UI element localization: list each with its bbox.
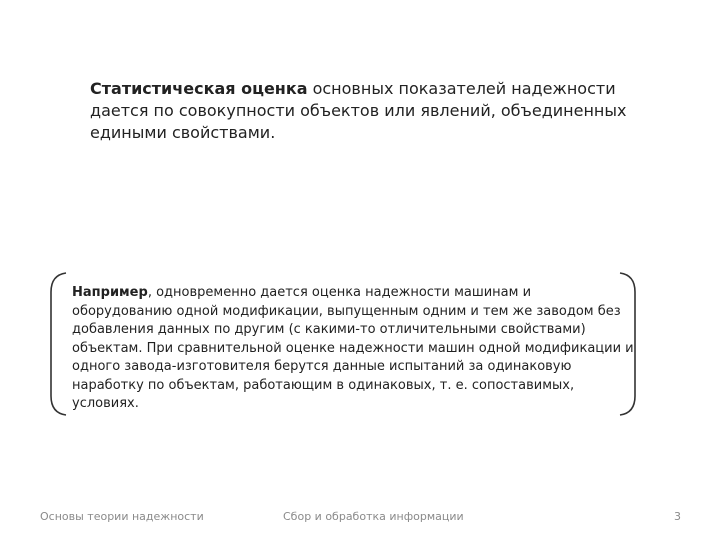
intro-text: основных показателей надежности дается по совокупности объектов или явлений, объединенных едиными свойствами. (90, 79, 627, 142)
left-bracket-icon (48, 272, 68, 416)
example-text: , одновременно дается оценка надежности машинам и оборудованию одной модификации, выпущенным одним и тем же заводом без добавления данных по другим (с какими-то отличительными свойствами) объектам. При сравнительной оценке надежности машин одной модификации и одного завода-изготовителя берутся данные испытаний за одинаковую наработку по объектам, работающим в одинаковых, т. е. сопоставимых, условиях. (72, 285, 634, 411)
intro-term: Статистическая оценка (90, 79, 308, 98)
page-number: 3 (674, 510, 681, 523)
footer-section-title: Сбор и обработка информации (283, 510, 464, 523)
intro-paragraph (90, 78, 650, 144)
example-lead: Например (72, 285, 148, 300)
example-paragraph (72, 284, 634, 414)
footer-course-title: Основы теории надежности (40, 510, 204, 523)
